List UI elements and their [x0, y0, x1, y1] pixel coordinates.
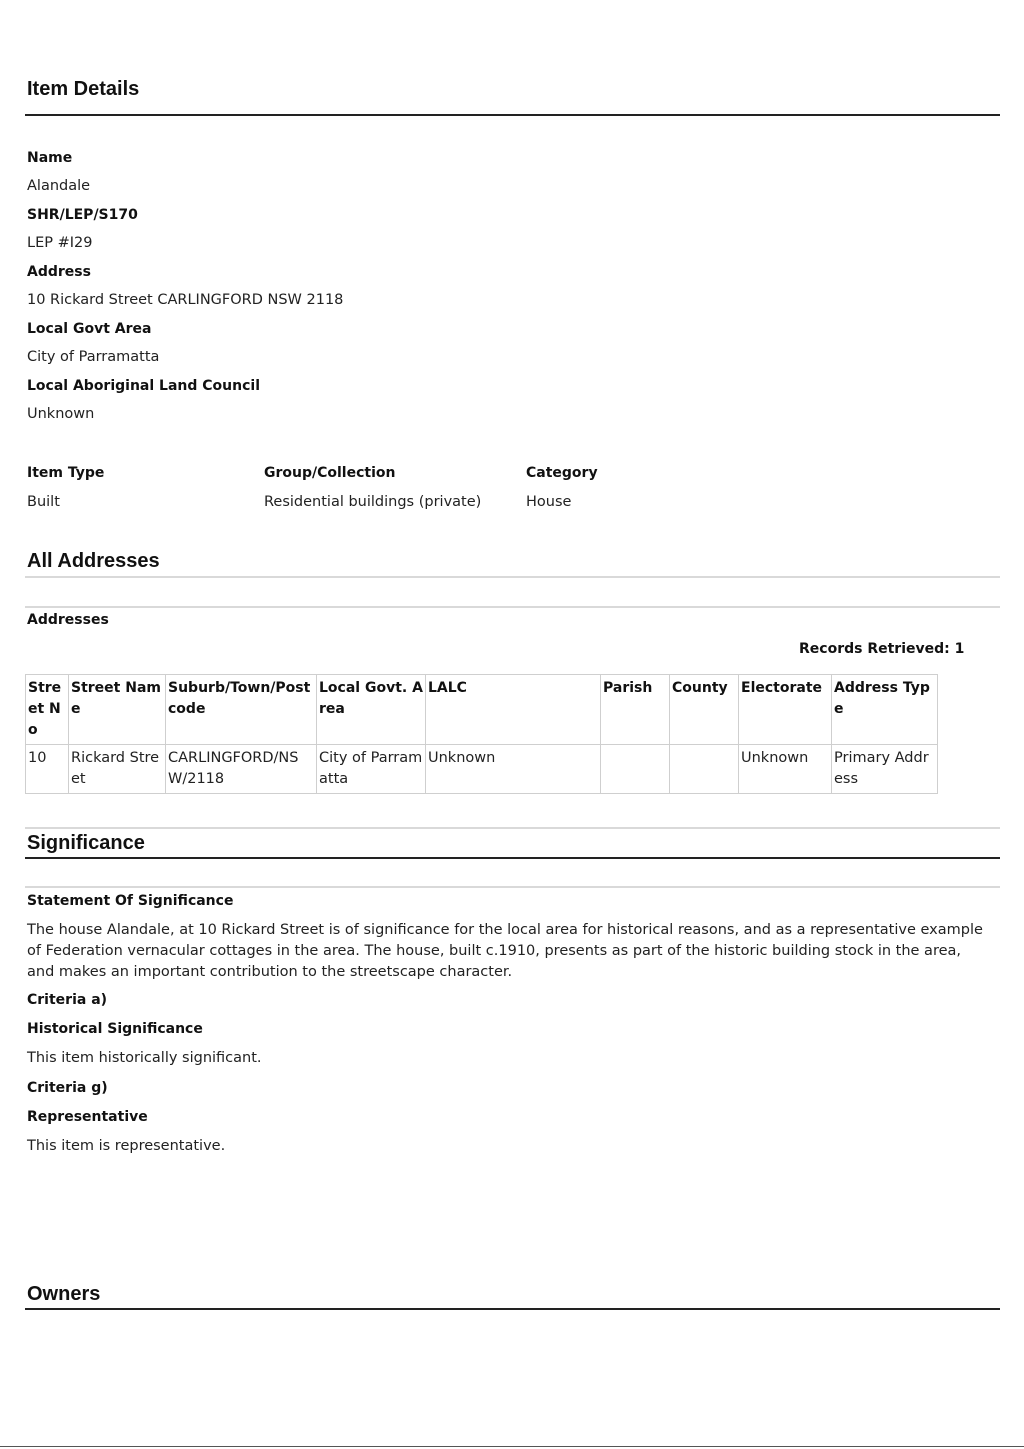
- lga-label: Local Govt Area: [27, 321, 152, 337]
- addresses-subheading: Addresses: [27, 612, 109, 628]
- all-addresses-rule: [25, 576, 1000, 578]
- cell-street-no: 10: [26, 745, 69, 794]
- col-address-type: Address Type: [832, 675, 938, 745]
- cell-suburb: CARLINGFORD/NSW/2118: [166, 745, 317, 794]
- lalc-value: Unknown: [27, 406, 95, 422]
- historical-significance-text: This item historically significant.: [27, 1050, 262, 1066]
- cell-lalc: Unknown: [426, 745, 601, 794]
- group-collection-value: Residential buildings (private): [264, 494, 482, 510]
- col-street-name: Street Name: [69, 675, 166, 745]
- criteria-g-label: Criteria g): [27, 1080, 108, 1096]
- item-details-heading: Item Details: [27, 78, 140, 100]
- significance-heading: Significance: [27, 832, 145, 854]
- col-street-no: Street No: [26, 675, 69, 745]
- owners-heading: Owners: [27, 1283, 101, 1305]
- criteria-a-label: Criteria a): [27, 992, 108, 1008]
- shr-label: SHR/LEP/S170: [27, 207, 138, 223]
- addresses-top-rule: [25, 606, 1000, 608]
- name-value: Alandale: [27, 178, 91, 194]
- name-label: Name: [27, 150, 73, 166]
- cell-electorate: Unknown: [739, 745, 832, 794]
- representative-label: Representative: [27, 1109, 148, 1125]
- item-type-label: Item Type: [27, 465, 105, 481]
- col-county: County: [670, 675, 739, 745]
- significance-rule: [25, 857, 1000, 859]
- col-suburb: Suburb/Town/Postcode: [166, 675, 317, 745]
- category-label: Category: [526, 465, 598, 481]
- representative-text: This item is representative.: [27, 1138, 226, 1154]
- address-value: 10 Rickard Street CARLINGFORD NSW 2118: [27, 292, 344, 308]
- cell-lga: City of Parramatta: [317, 745, 426, 794]
- item-details-rule: [25, 114, 1000, 116]
- col-parish: Parish: [601, 675, 670, 745]
- category-value: House: [526, 494, 572, 510]
- col-electorate: Electorate: [739, 675, 832, 745]
- cell-address-type: Primary Address: [832, 745, 938, 794]
- statement-label: Statement Of Significance: [27, 893, 234, 909]
- significance-sub-rule: [25, 886, 1000, 888]
- item-type-value: Built: [27, 494, 60, 510]
- owners-rule: [25, 1308, 1000, 1310]
- lalc-label: Local Aboriginal Land Council: [27, 378, 260, 394]
- col-lga: Local Govt. Area: [317, 675, 426, 745]
- shr-value: LEP #I29: [27, 235, 93, 251]
- table-row: [26, 745, 938, 794]
- page-bottom-border: [0, 1446, 1024, 1447]
- table-header-row: [26, 675, 938, 745]
- col-lalc: LALC: [426, 675, 601, 745]
- lga-value: City of Parramatta: [27, 349, 160, 365]
- addresses-table: [25, 674, 938, 794]
- records-retrieved: Records Retrieved: 1: [799, 641, 965, 657]
- cell-street-name: Rickard Street: [69, 745, 166, 794]
- cell-parish: [601, 745, 670, 794]
- group-collection-label: Group/Collection: [264, 465, 396, 481]
- all-addresses-heading: All Addresses: [27, 550, 160, 572]
- statement-text: The house Alandale, at 10 Rickard Street is of significance for the local area for historical reasons, and as a representative example of Federation vernacular cottages in the area. The house, built c.1910, presents as part of the historic building stock in the area, and makes an important contribution to the streetscape character.: [27, 922, 983, 980]
- significance-top-rule: [25, 827, 1000, 829]
- cell-county: [670, 745, 739, 794]
- historical-significance-label: Historical Significance: [27, 1021, 203, 1037]
- address-label: Address: [27, 264, 91, 280]
